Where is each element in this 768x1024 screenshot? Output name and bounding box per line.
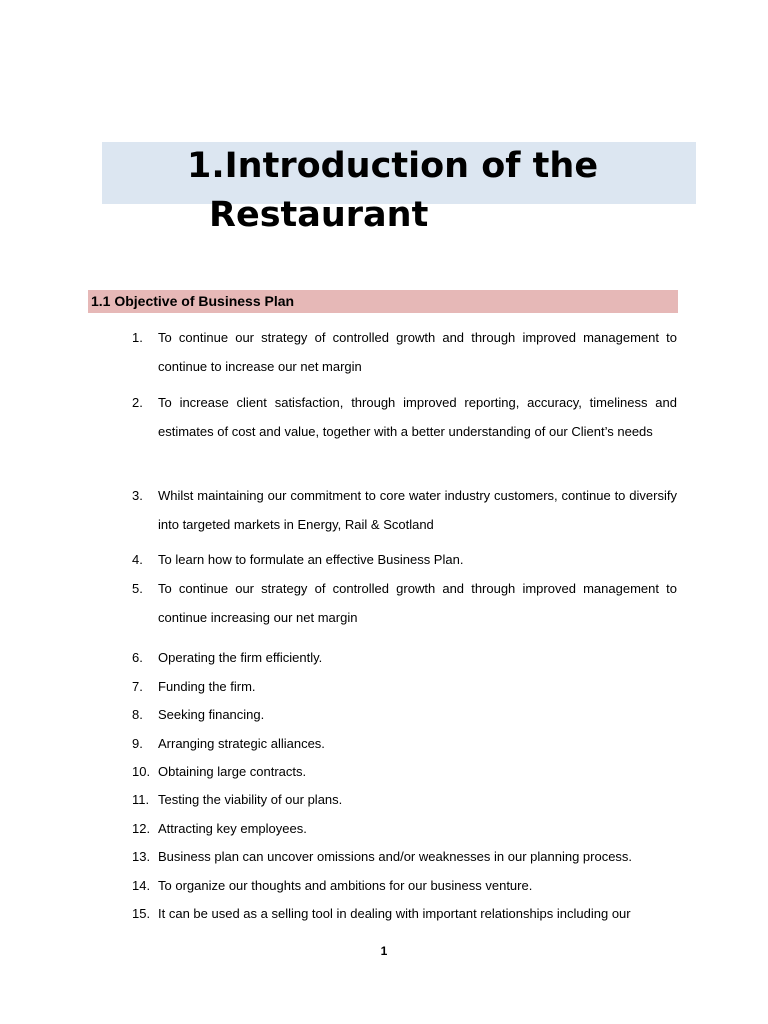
list-item [132,389,677,446]
list-item [132,324,677,381]
list-item-text: Business plan can uncover omissions and/or weaknesses in our planning process. [158,849,633,864]
list-item [132,900,677,929]
list-item [132,786,677,815]
list-item-number: 2. [132,395,143,410]
list-item-text: Funding the firm. [158,679,256,694]
list-item-number: 12. [132,821,151,836]
list-item-number: 14. [132,878,151,893]
list-item-text: Obtaining large contracts. [158,764,307,779]
document-title-line-2: Restaurant [209,195,429,235]
list-item [132,758,677,787]
list-item-number: 1. [132,330,143,345]
list-item [132,701,677,730]
list-item [132,546,677,575]
list-item-text: To learn how to formulate an effective Business Plan. [158,552,464,567]
list-item-number: 8. [132,707,143,722]
list-item-text: Seeking financing. [158,707,265,722]
list-item-text: Whilst maintaining our commitment to core water industry customers, continue to diversify into targeted markets in Energy, Rail & Scotland [158,488,677,532]
list-item [132,843,677,872]
list-item-text: It can be used as a selling tool in dealing with important relationships including our [158,906,631,921]
list-item-text: To continue our strategy of controlled growth and through improved management to continue to increase our net margin [158,330,677,374]
list-item-number: 3. [132,488,143,503]
list-item-number: 13. [132,849,151,864]
list-item-number: 15. [132,906,151,921]
list-item-text: Arranging strategic alliances. [158,736,325,751]
list-item [132,815,677,844]
list-item [132,673,677,702]
list-item-number: 6. [132,650,143,665]
page-number: 1 [380,944,388,958]
list-item-text: Attracting key employees. [158,821,307,836]
list-item-text: To organize our thoughts and ambitions for our business venture. [158,878,533,893]
document-title-line-1: 1.Introduction of the [187,146,599,186]
list-item-number: 11. [132,792,150,807]
list-item-number: 9. [132,736,143,751]
list-item-text: To increase client satisfaction, through improved reporting, accuracy, timeliness and estimates of cost and value, together with a better understanding of our Client’s needs [158,395,677,439]
list-item-text: Testing the viability of our plans. [158,792,343,807]
list-item-text: Operating the firm efficiently. [158,650,323,665]
list-item-number: 7. [132,679,143,694]
list-item-number: 4. [132,552,143,567]
list-item [132,730,677,759]
list-item [132,482,677,539]
list-item-number: 10. [132,764,151,779]
list-item [132,872,677,901]
section-heading: 1.1 Objective of Business Plan [88,290,678,313]
list-item-text: To continue our strategy of controlled growth and through improved management to continue increasing our net margin [158,581,677,625]
list-item [132,575,677,632]
list-item-number: 5. [132,581,143,596]
list-item [132,644,677,673]
